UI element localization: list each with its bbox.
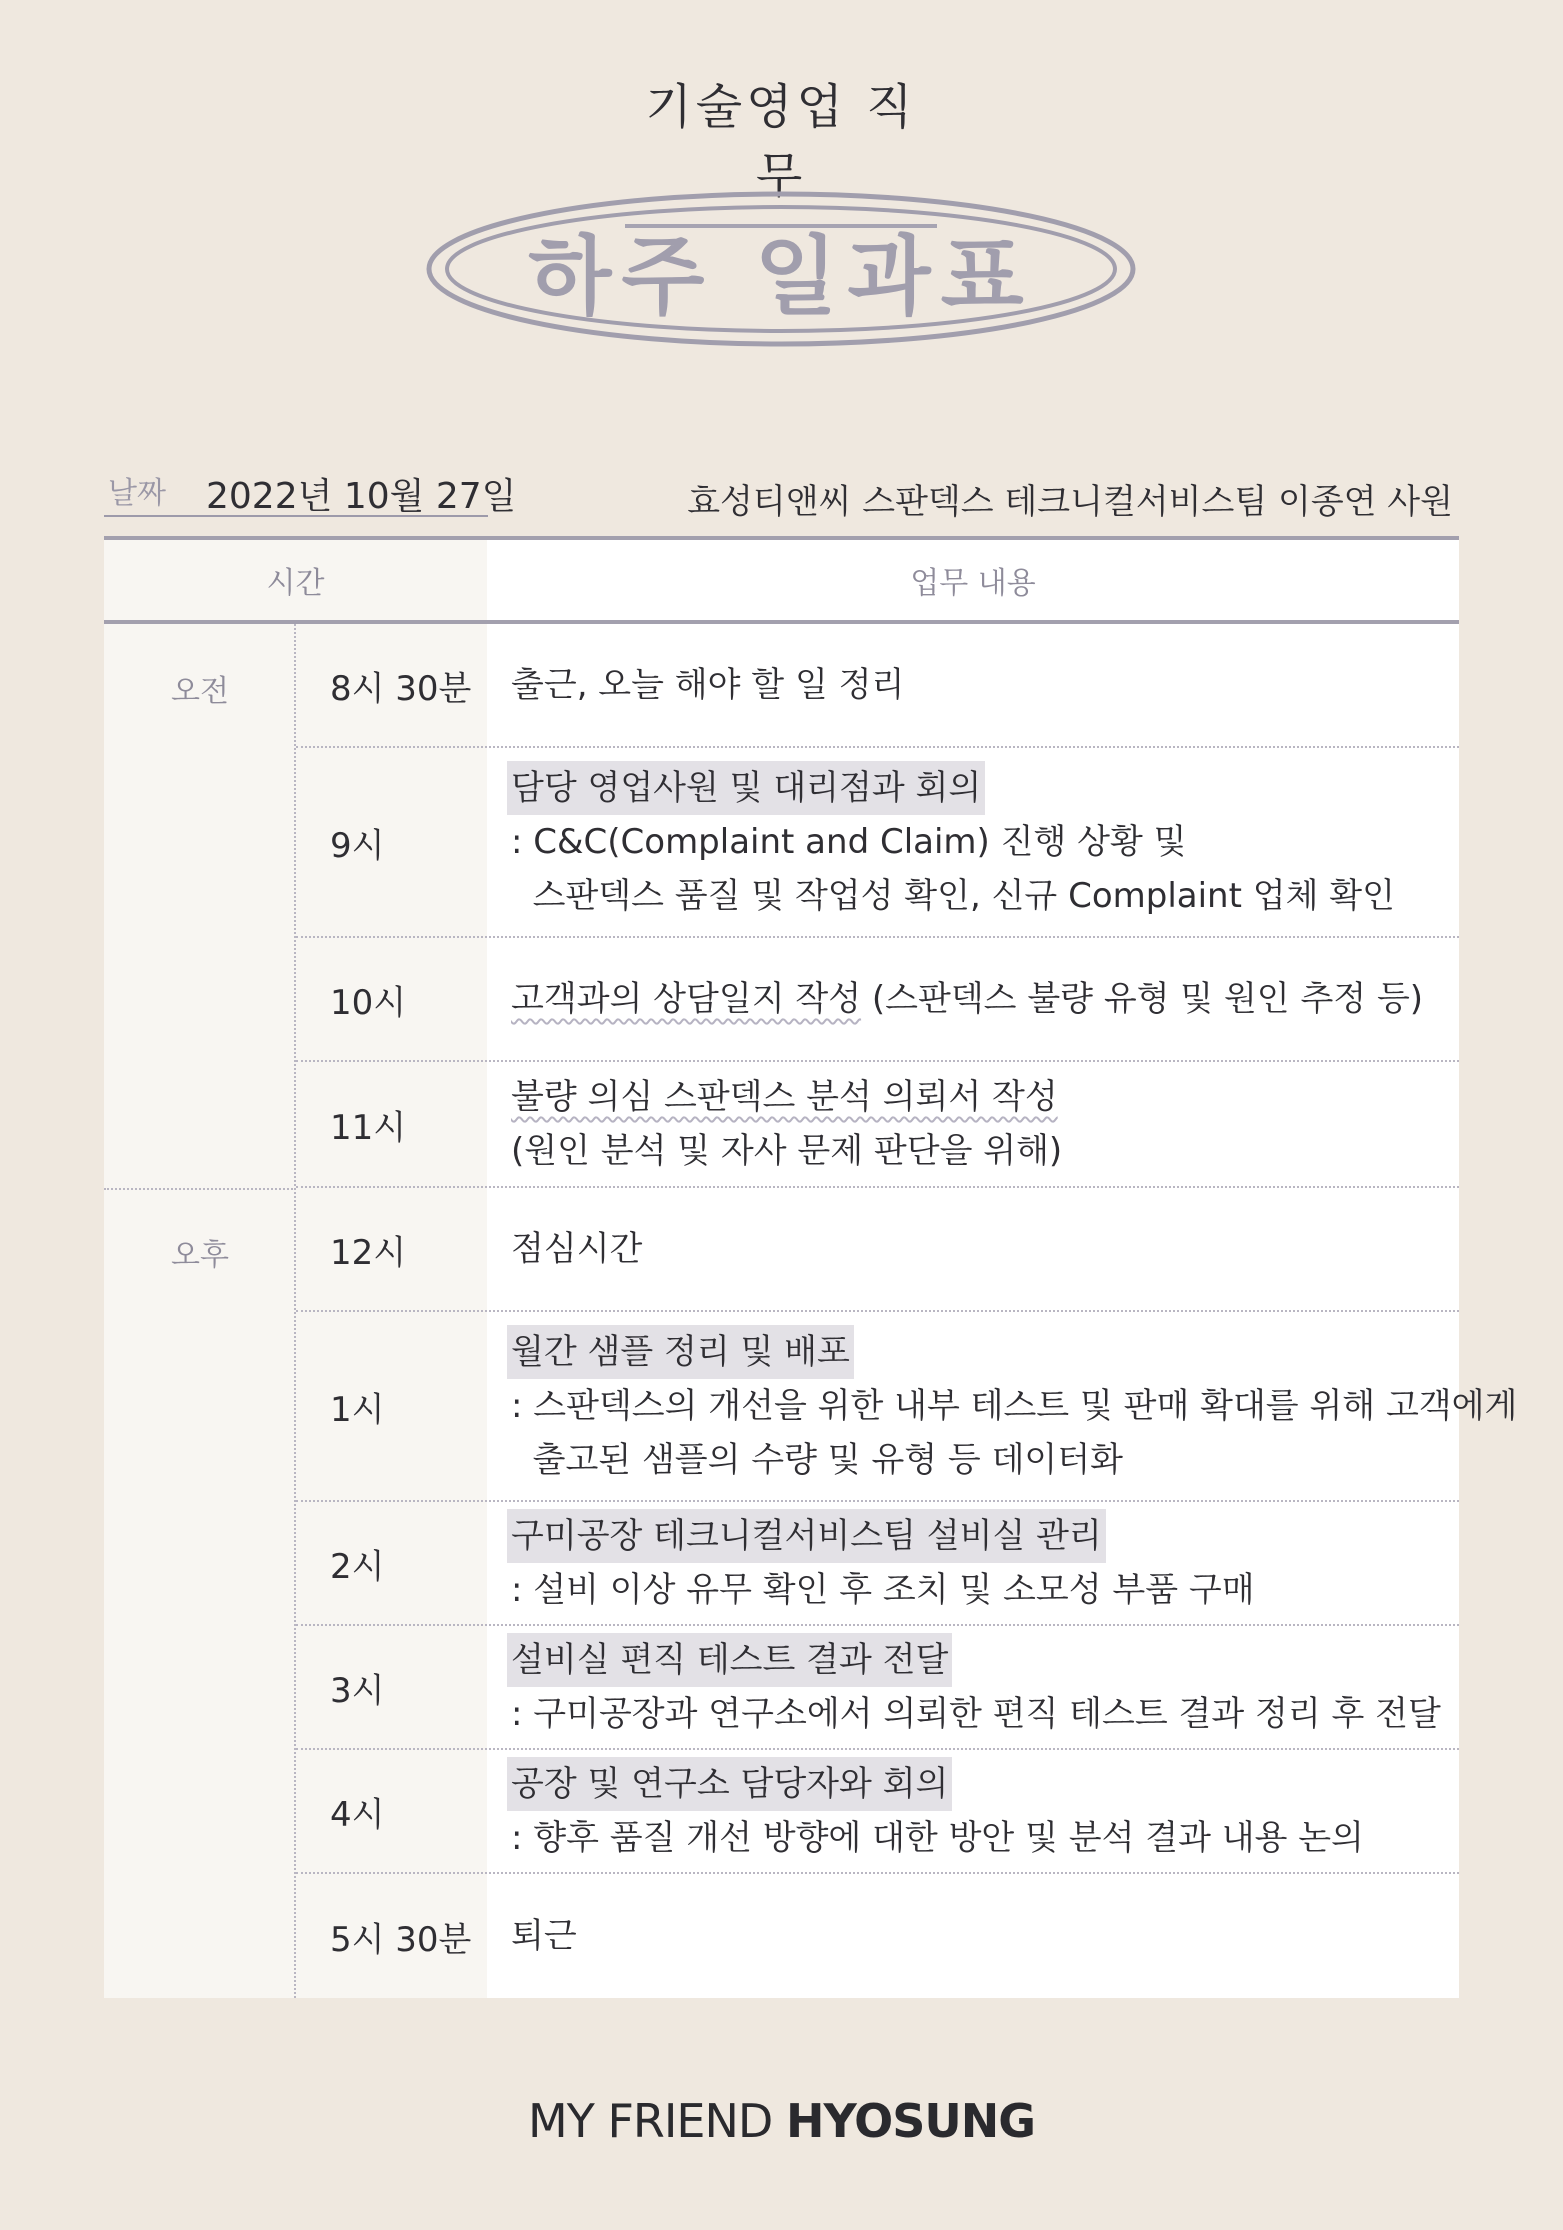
table-row: [296, 624, 1459, 748]
table-row: [296, 1062, 1459, 1188]
table-row: [296, 1312, 1518, 1502]
row-task: [487, 938, 1459, 1060]
table-row: [296, 748, 1459, 938]
task-detail: (원인 분석 및 자사 문제 판단을 위해): [511, 1131, 1063, 1171]
row-task: [487, 1062, 1459, 1186]
row-task: [487, 624, 1459, 746]
row-task: [487, 748, 1459, 936]
table-row: [296, 1502, 1459, 1626]
task-main-underlined: 불량 의심 스판덱스 분석 의뢰서 작성: [511, 1077, 1058, 1117]
task-main-highlighted: 월간 샘플 정리 및 배포: [507, 1325, 854, 1379]
row-time: 10시: [330, 982, 407, 1023]
table-header: [104, 540, 1459, 624]
row-time: 12시: [330, 1232, 407, 1273]
row-time: 5시 30분: [330, 1919, 472, 1960]
task-main-line: [511, 1070, 1459, 1124]
period-column: [104, 624, 296, 1998]
date-value: 2022년 10월 27일: [206, 476, 517, 517]
row-task: [487, 1312, 1518, 1500]
date-underline: [104, 515, 488, 517]
column-header-task: 업무 내용: [487, 540, 1459, 620]
task-detail: : 스판덱스의 개선을 위한 내부 테스트 및 판매 확대를 위해 고객에게: [511, 1386, 1518, 1426]
column-header-time: 시간: [104, 540, 487, 620]
brand-footer: [0, 2094, 1563, 2148]
task-main: 퇴근: [511, 1916, 577, 1956]
table-body: [104, 624, 1518, 1998]
row-time: 8시 30분: [330, 668, 472, 709]
table-row: [296, 1626, 1459, 1750]
row-task: [487, 1502, 1459, 1624]
author-info: 효성티앤씨 스판덱스 테크니컬서비스팀 이종연 사원: [687, 482, 1453, 522]
task-main-underlined: 고객과의 상담일지 작성: [511, 979, 862, 1019]
row-task: [487, 1626, 1459, 1748]
task-detail: : 향후 품질 개선 방향에 대한 방안 및 분석 결과 내용 논의: [511, 1818, 1364, 1858]
task-main: 출근, 오늘 해야 할 일 정리: [511, 665, 905, 705]
table-row: [296, 1750, 1459, 1874]
task-main-highlighted: 설비실 편직 테스트 결과 전달: [507, 1633, 952, 1687]
task-detail: : 설비 이상 유무 확인 후 조치 및 소모성 부품 구매: [511, 1570, 1255, 1610]
task-detail: : 구미공장과 연구소에서 의뢰한 편직 테스트 결과 정리 후 전달: [511, 1694, 1441, 1734]
row-task: [487, 1874, 1459, 1998]
document-subtitle: 기술영업 직무: [625, 68, 937, 228]
task-main: 점심시간: [511, 1229, 643, 1269]
task-detail: : C&C(Complaint and Claim) 진행 상황 및: [511, 822, 1187, 862]
period-afternoon: 오후: [171, 1238, 229, 1273]
row-time: 9시: [330, 825, 385, 866]
table-row: [296, 1874, 1459, 1998]
task-main-suffix: (스판덱스 불량 유형 및 원인 추정 등): [861, 979, 1424, 1019]
date-label: 날짜: [108, 476, 166, 511]
document-title: 하주 일과표: [528, 227, 1034, 327]
schedule-table: [104, 536, 1518, 1998]
task-main-highlighted: 공장 및 연구소 담당자와 회의: [507, 1757, 952, 1811]
task-detail: 출고된 샘플의 수량 및 유형 등 데이터화: [511, 1440, 1123, 1480]
task-main-line: [511, 972, 1459, 1026]
table-row: [296, 1188, 1459, 1312]
row-time: 2시: [330, 1546, 385, 1587]
table-row: [296, 938, 1459, 1062]
task-main-highlighted: 담당 영업사원 및 대리점과 회의: [507, 761, 985, 815]
period-morning: 오전: [171, 674, 229, 709]
brand-name: HYOSUNG: [785, 2094, 1035, 2148]
row-time: 11시: [330, 1107, 407, 1148]
row-task: [487, 1188, 1459, 1310]
period-divider: [104, 1188, 296, 1190]
row-task: [487, 1750, 1459, 1872]
task-main-highlighted: 구미공장 테크니컬서비스팀 설비실 관리: [507, 1509, 1106, 1563]
row-time: 1시: [330, 1389, 385, 1430]
task-detail: 스판덱스 품질 및 작업성 확인, 신규 Complaint 업체 확인: [511, 876, 1395, 916]
brand-prefix: MY FRIEND: [528, 2094, 786, 2148]
row-time: 4시: [330, 1794, 385, 1835]
row-time: 3시: [330, 1670, 385, 1711]
